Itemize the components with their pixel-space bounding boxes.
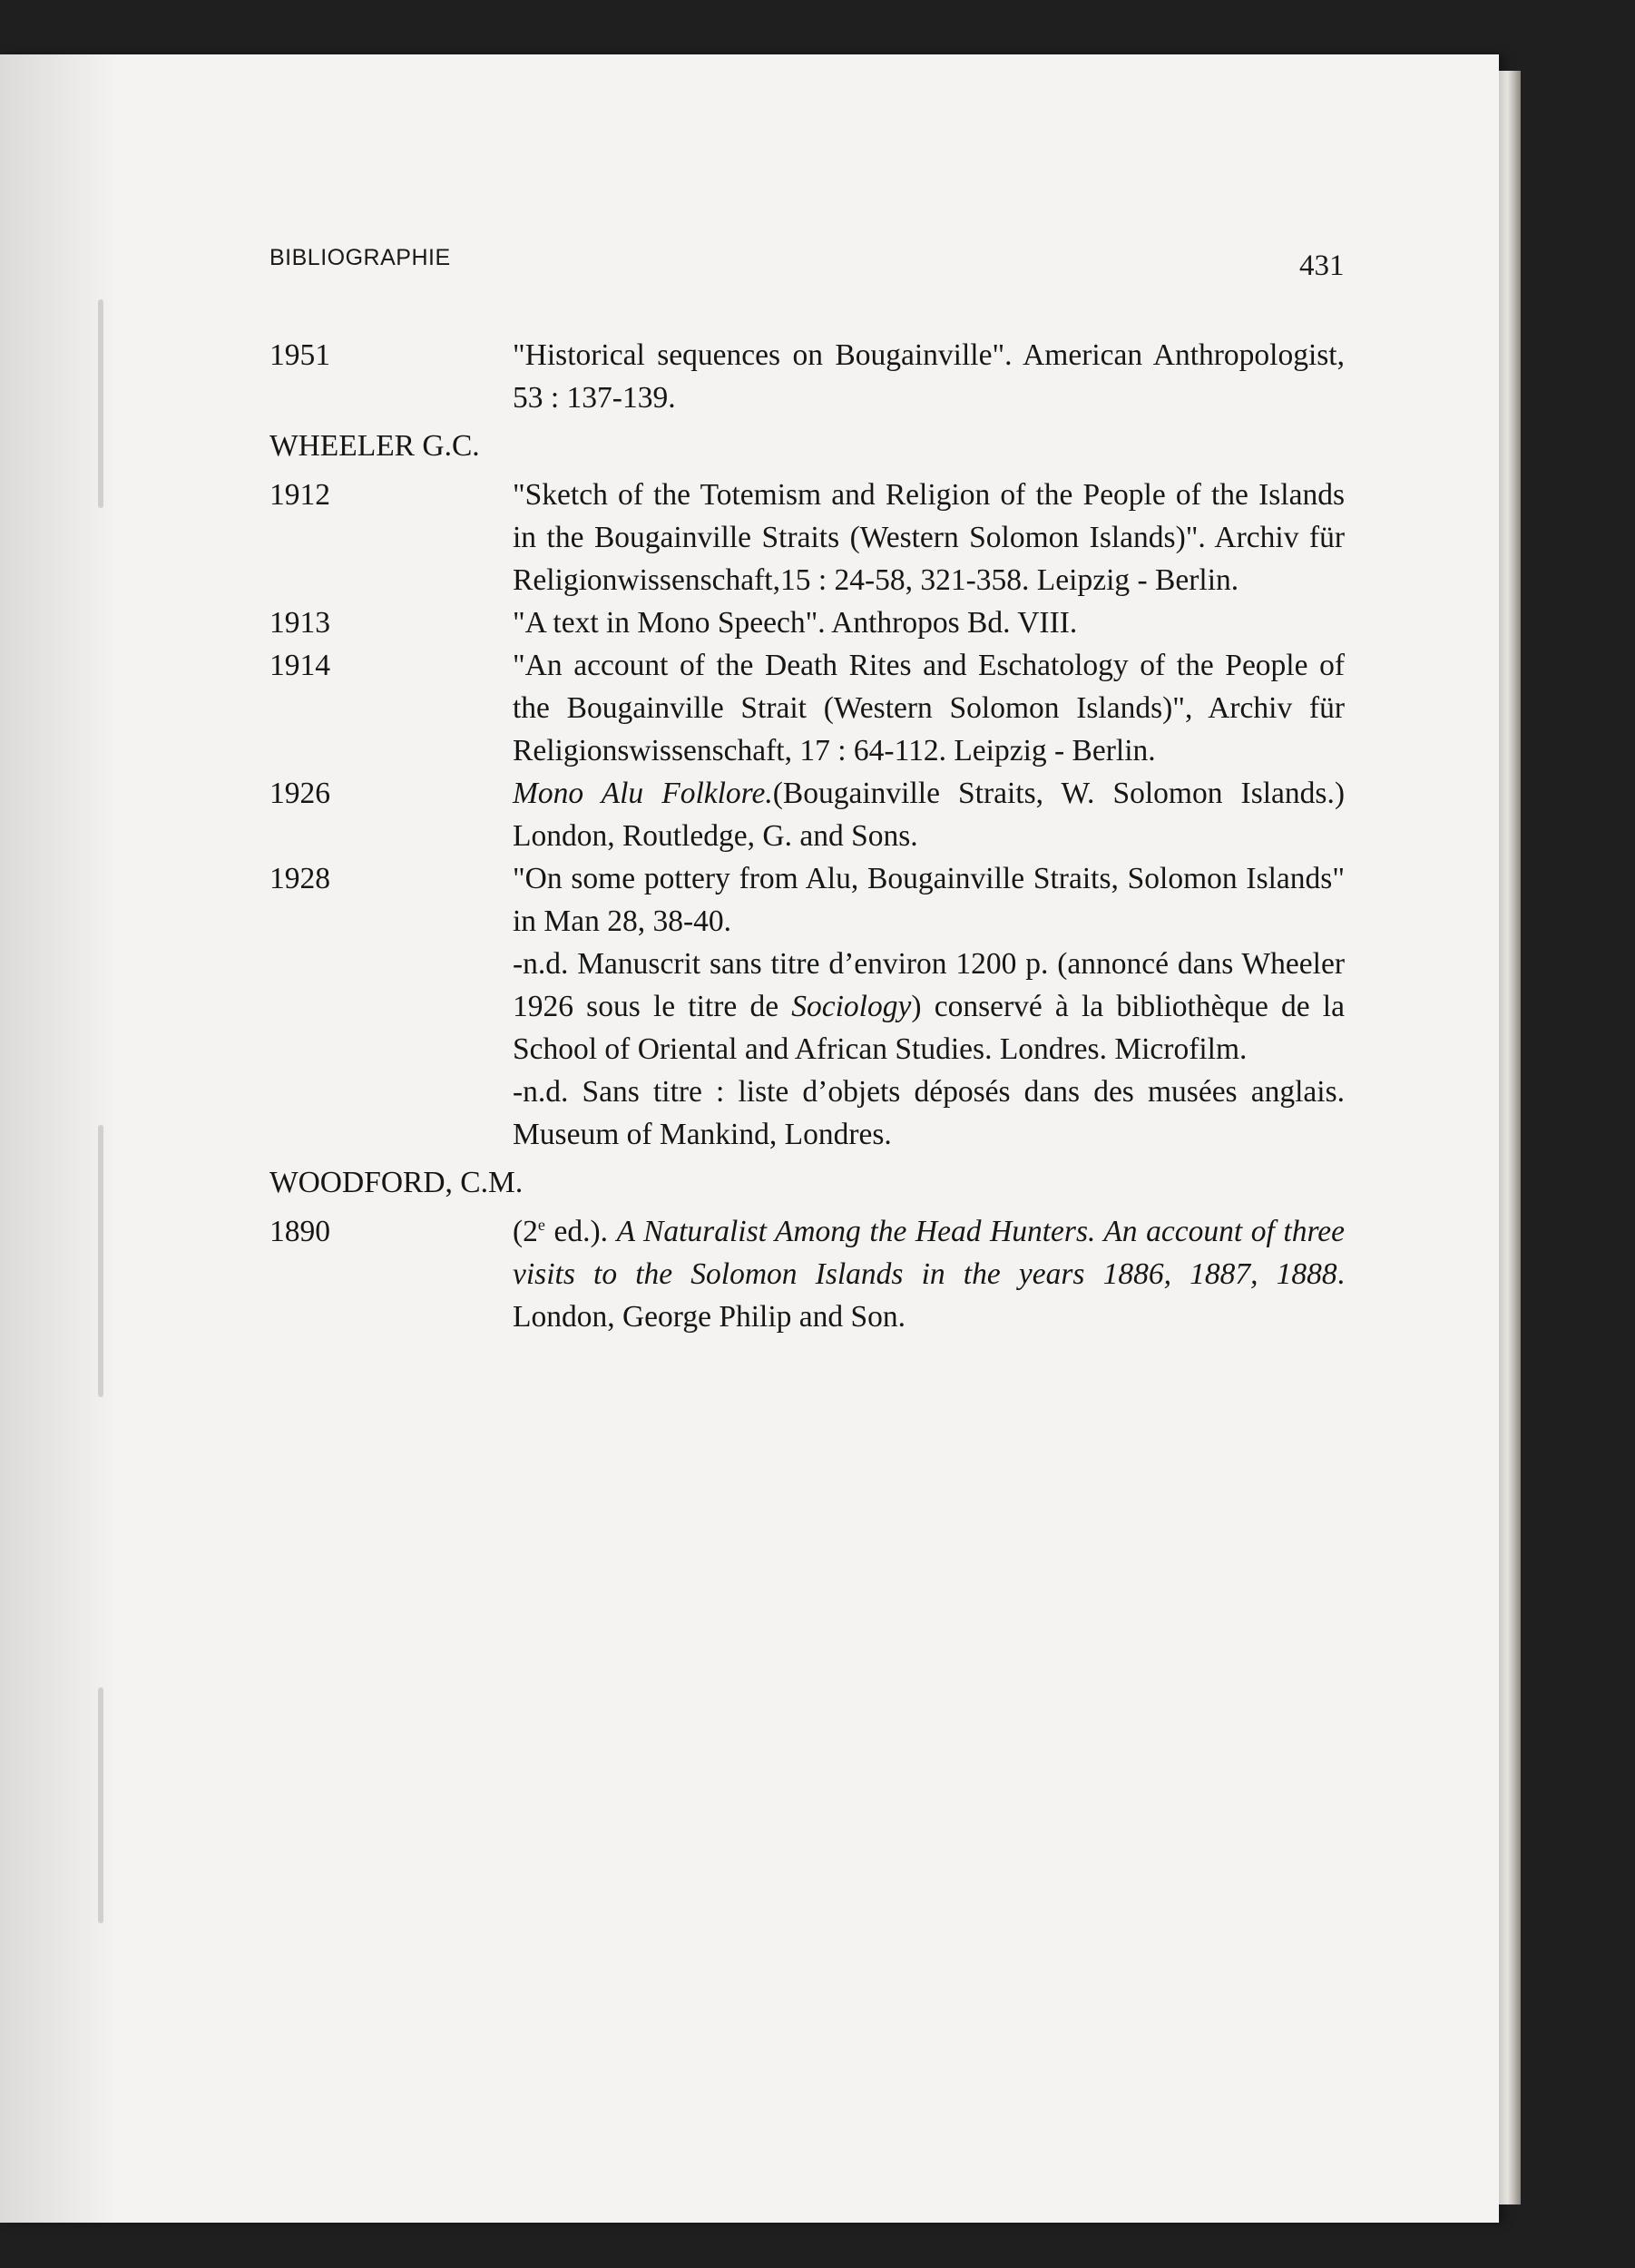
entry-text	[513, 1210, 1345, 1338]
entry-year: 1914	[269, 649, 330, 682]
bibliography-entry	[269, 772, 1345, 857]
entry-edition-after: ed.).	[544, 1215, 617, 1248]
author-heading: WOODFORD, C.M.	[269, 1166, 524, 1199]
binding-stitch	[98, 1125, 103, 1397]
bibliography-entry	[269, 474, 1345, 601]
entry-year: 1926	[269, 777, 330, 810]
binding-stitch	[98, 1687, 103, 1923]
entry-text: "On some pottery from Alu, Bougainville Straits, Solomon Islands" in Man 28, 38-40.	[513, 862, 1345, 938]
page-number: 431	[1299, 249, 1345, 282]
entry-text	[513, 943, 1345, 1070]
entry-text: "Sketch of the Totemism and Religion of the People of the Islands in the Bougainville Straits (Western Solomon Islands)". Archiv für Religionwissenschaft,15 : 24-58, 321-358. Leipzig - Berlin.	[513, 478, 1345, 597]
author-heading: WHEELER G.C.	[269, 429, 480, 463]
entry-text-after: ) conservé à la bibliothèque de la School of Oriental and African Studies. Londres. Microfilm.	[513, 990, 1345, 1066]
entry-year: 1890	[269, 1215, 330, 1248]
bibliography-entry	[269, 334, 1345, 419]
bibliography-entry	[269, 601, 1345, 644]
entry-edition: (2	[513, 1215, 538, 1248]
bibliography-entry	[269, 857, 1345, 943]
entry-year: 1912	[269, 478, 330, 512]
bibliography-entry	[269, 1070, 1345, 1156]
bibliography-list	[269, 334, 1345, 1338]
entry-text-before: -n.d. Manuscrit sans titre d’environ 1200 p. (annoncé dans Wheeler 1926 sous le titre de	[513, 947, 1345, 1023]
bibliography-entry	[269, 644, 1345, 772]
entry-text: "Historical sequences on Bougainville". American Anthropologist, 53 : 137-139.	[513, 338, 1345, 415]
running-head: BIBLIOGRAPHIE	[269, 245, 451, 270]
entry-title: Sociology	[791, 990, 912, 1023]
page-edge	[1499, 71, 1521, 2204]
entry-text: "A text in Mono Speech". Anthropos Bd. VIII.	[513, 606, 1078, 640]
entry-title: A Naturalist Among the Head Hunters. An account of three visits to the Solomon Islands in the years 1886, 1887, 1888	[513, 1215, 1345, 1291]
entry-year: 1913	[269, 606, 330, 640]
entry-year: 1928	[269, 862, 330, 895]
binding-stitch	[98, 299, 103, 508]
bibliography-entry	[269, 1210, 1345, 1338]
entry-details: (Bougainville Straits, W. Solomon Islands.) London, Routledge, G. and Sons.	[513, 777, 1345, 853]
entry-text: -n.d. Sans titre : liste d’objets déposés dans des musées anglais. Museum of Mankind, Londres.	[513, 1075, 1345, 1151]
entry-text	[513, 772, 1345, 857]
entry-year: 1951	[269, 338, 330, 372]
bibliography-entry	[269, 943, 1345, 1070]
entry-text: "An account of the Death Rites and Eschatology of the People of the Bougainville Strait (Western Solomon Islands)", Archiv für Religionswissenschaft, 17 : 64-112. Leipzig - Berlin.	[513, 649, 1345, 767]
entry-details: . London, George Philip and Son.	[513, 1257, 1345, 1334]
entry-title: Mono Alu Folklore.	[513, 777, 773, 810]
edition-superscript: e	[537, 1215, 545, 1234]
